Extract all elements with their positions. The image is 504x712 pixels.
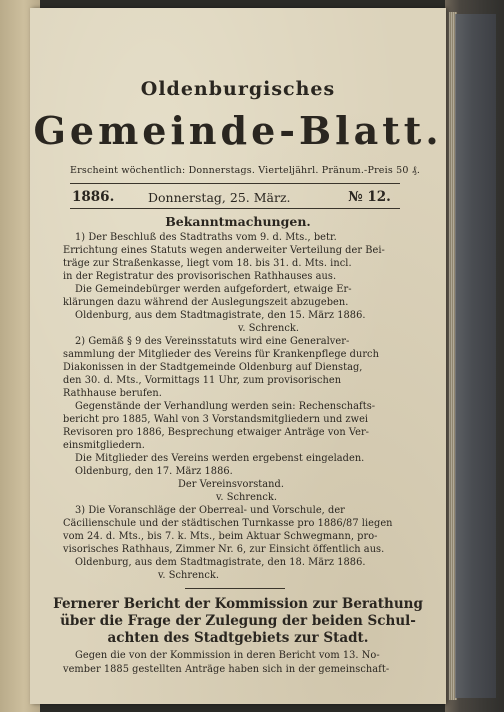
masthead-subtitle: Oldenburgisches (140, 78, 336, 100)
text-line: Cäcilienschule und der städtischen Turnkasse pro 1886/87 liegen (63, 518, 393, 529)
text-line: einsmitgliedern. (63, 440, 145, 451)
text-line: Oldenburg, aus dem Stadtmagistrate, den 15. März 1886. (75, 310, 366, 321)
publication-info: Erscheint wöchentlich: Donnerstags. Vierteljährl. Pränum.-Preis 50 ₰. (70, 165, 421, 176)
text-line: Gegenstände der Verhandlung werden sein: Rechenschafts- (75, 401, 376, 412)
spine-cloth (455, 14, 496, 698)
section-title: Bekanntmachungen. (165, 214, 311, 229)
text-line: in der Registratur des provisorischen Rathhauses aus. (63, 271, 337, 282)
text-line: 3) Die Voranschläge der Oberreal- und Vorschule, der (75, 505, 345, 516)
text-line: Revisoren pro 1886, Besprechung etwaiger Anträge von Ver- (63, 427, 370, 438)
text-line: Diakonissen in der Stadtgemeinde Oldenburg auf Dienstag, (63, 362, 363, 373)
text-line: träge zur Straßenkasse, liegt vom 18. bis 31. d. Mts. incl. (63, 258, 352, 269)
text-line: Rathhause berufen. (63, 388, 162, 399)
text-line: Gegen die von der Kommission in deren Bericht vom 13. No- (75, 650, 380, 661)
text-line: klärungen dazu während der Auslegungszeit abzugeben. (63, 297, 349, 308)
book-spine (445, 0, 504, 712)
report-heading: Fernerer Bericht der Kommission zur Berathung (53, 596, 423, 612)
issue-date: Donnerstag, 25. März. (148, 190, 291, 205)
text-line: visorisches Rathhaus, Zimmer Nr. 6, zur Einsicht öffentlich aus. (63, 544, 385, 555)
text-line: vember 1885 gestellten Anträge haben sich in der gemeinschaft- (63, 664, 390, 675)
signature: Der Vereinsvorstand. (178, 479, 284, 490)
text-line: Die Gemeindebürger werden aufgefordert, etwaige Er- (75, 284, 352, 295)
report-heading: achten des Stadtgebiets zur Stadt. (107, 630, 369, 646)
text-line: Die Mitglieder des Vereins werden ergebenst eingeladen. (75, 453, 365, 464)
text-line: 2) Gemäß § 9 des Vereinsstatuts wird eine Generalver- (75, 336, 350, 347)
issue-number: № 12. (348, 189, 391, 205)
signature: v. Schrenck. (216, 492, 278, 503)
rule-bottom (70, 208, 400, 209)
masthead-title: Gemeinde-Blatt. (33, 108, 443, 153)
text-line: Oldenburg, aus dem Stadtmagistrate, den 18. März 1886. (75, 557, 366, 568)
text-line: Oldenburg, den 17. März 1886. (75, 466, 233, 477)
text-line: Errichtung eines Statuts wegen anderweiter Verteilung der Bei- (63, 245, 385, 256)
signature: v. Schrenck. (238, 323, 300, 334)
rule-top (70, 183, 400, 184)
text-line: den 30. d. Mts., Vormittags 11 Uhr, zum provisorischen (63, 375, 342, 386)
text-line: sammlung der Mitglieder des Vereins für Krankenpflege durch (63, 349, 379, 360)
report-heading: über die Frage der Zulegung der beiden Schul- (60, 613, 416, 629)
text-line: vom 24. d. Mts., bis 7. k. Mts., beim Aktuar Schwegmann, pro- (63, 531, 378, 542)
separator-line (185, 588, 285, 589)
text-line: bericht pro 1885, Wahl von 3 Vorstandsmitgliedern und zwei (63, 414, 369, 425)
text-line: 1) Der Beschluß des Stadtraths vom 9. d. Mts., betr. (75, 232, 337, 243)
signature: v. Schrenck. (158, 570, 220, 581)
newspaper-page (30, 8, 446, 704)
issue-year: 1886. (72, 189, 115, 205)
